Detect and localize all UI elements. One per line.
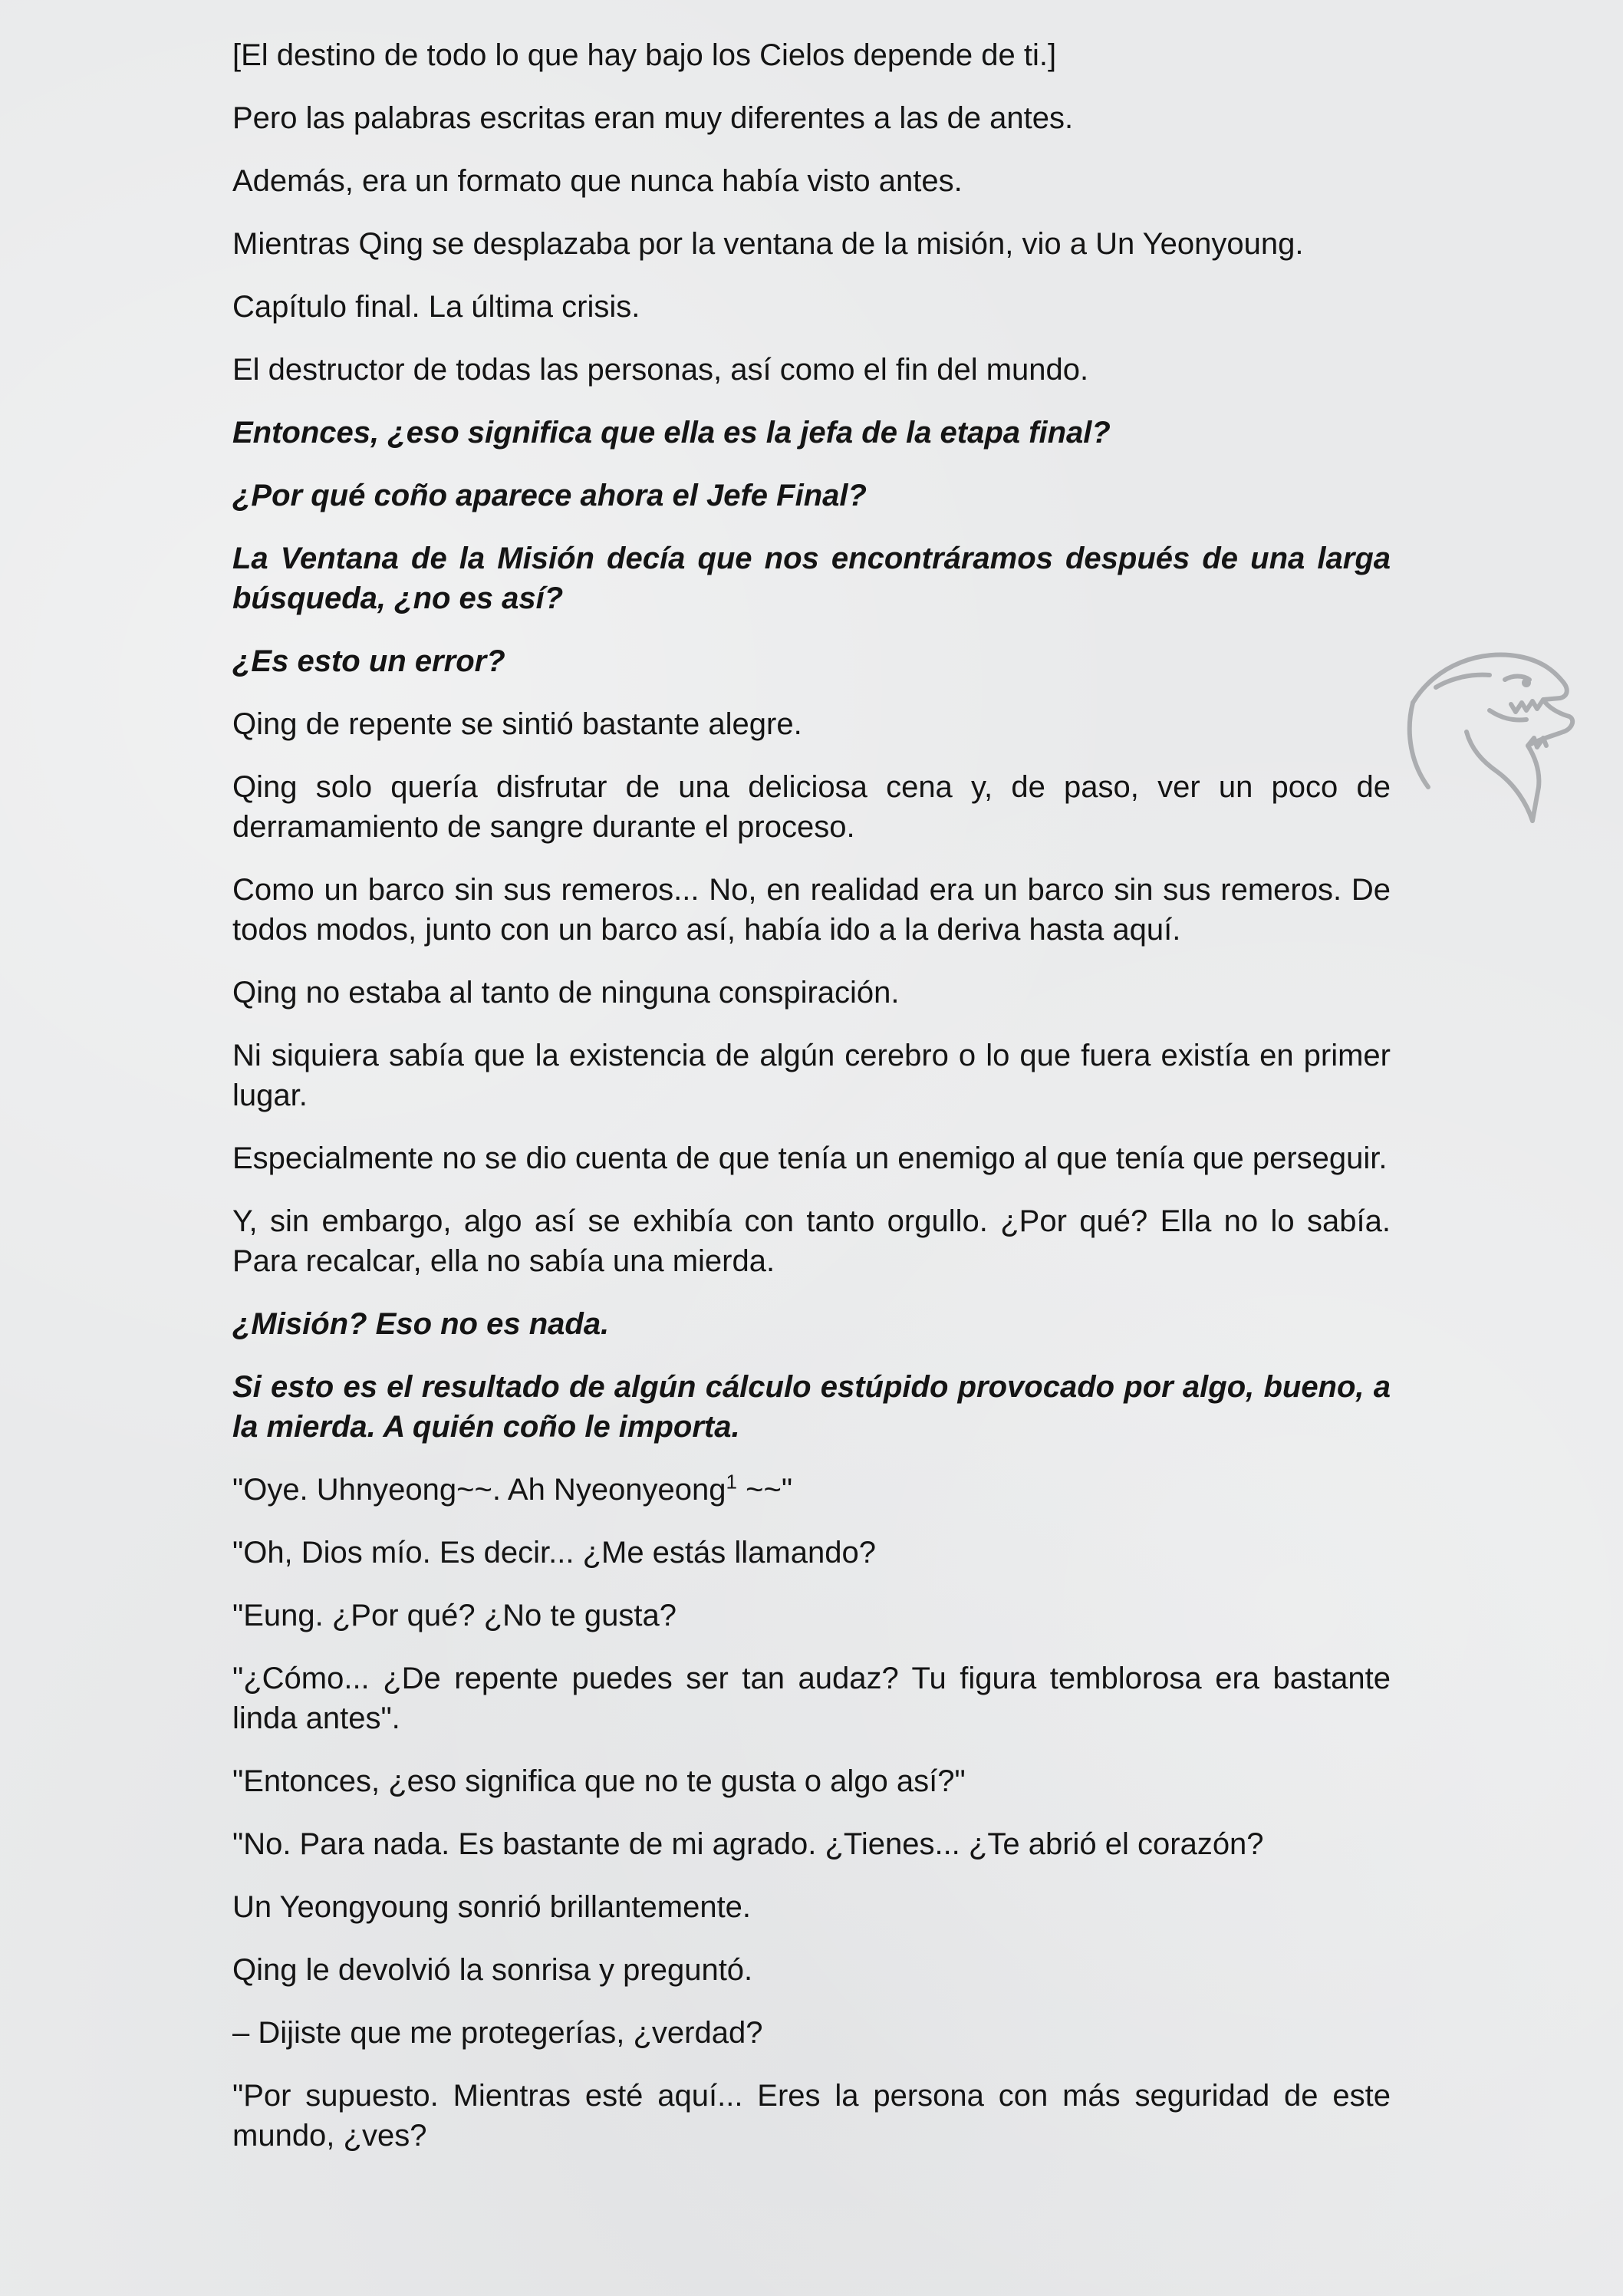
paragraph: – Dijiste que me protegerías, ¿verdad? [232,2016,763,2050]
emphasis-paragraph: La Ventana de la Misión decía que nos encontráramos después de una larga búsqueda, ¿no es así? [232,542,1391,615]
paragraph: Ni siquiera sabía que la existencia de algún cerebro o lo que fuera existía en primer lugar. [232,1039,1391,1112]
document-page [232,35,1391,2179]
paragraph: "No. Para nada. Es bastante de mi agrado. ¿Tienes... ¿Te abrió el corazón? [232,1827,1264,1861]
dialogue-with-footnote [232,1470,1391,1510]
paragraph: Especialmente no se dio cuenta de que tenía un enemigo al que tenía que perseguir. [232,1141,1388,1175]
paragraph: Pero las palabras escritas eran muy diferentes a las de antes. [232,101,1074,135]
paragraph: Mientras Qing se desplazaba por la ventana de la misión, vio a Un Yeonyoung. [232,227,1304,261]
dinosaur-head-icon [1397,634,1582,833]
dialogue-text: "Oye. Uhnyeong~~. Ah Nyeonyeong [232,1473,726,1507]
paragraph: Además, era un formato que nunca había visto antes. [232,164,963,198]
paragraph: Qing no estaba al tanto de ninguna conspiración. [232,976,900,1010]
paragraph: Qing le devolvió la sonrisa y preguntó. [232,1953,753,1987]
paragraph: "Por supuesto. Mientras esté aquí... Eres la persona con más seguridad de este mundo, ¿ves? [232,2079,1391,2153]
footnote-marker[interactable]: 1 [726,1470,738,1494]
emphasis-paragraph: ¿Por qué coño aparece ahora el Jefe Final? [232,479,867,512]
paragraph: Qing de repente se sintió bastante alegre. [232,707,802,741]
dialogue-text-after: ~~" [737,1473,793,1507]
paragraph: Un Yeongyoung sonrió brillantemente. [232,1890,752,1924]
paragraph: El destructor de todas las personas, así como el fin del mundo. [232,353,1089,387]
emphasis-paragraph: Entonces, ¿eso significa que ella es la jefa de la etapa final? [232,416,1111,450]
paragraph: Qing solo quería disfrutar de una deliciosa cena y, de paso, ver un poco de derramamiento de sangre durante el proceso. [232,770,1391,844]
paragraph: "Eung. ¿Por qué? ¿No te gusta? [232,1599,677,1632]
paragraph: "¿Cómo... ¿De repente puedes ser tan audaz? Tu figura temblorosa era bastante linda antes". [232,1662,1391,1735]
paragraph: [El destino de todo lo que hay bajo los Cielos depende de ti.] [232,38,1057,72]
emphasis-paragraph: ¿Es esto un error? [232,644,505,678]
paragraph: Y, sin embargo, algo así se exhibía con tanto orgullo. ¿Por qué? Ella no lo sabía. Para recalcar, ella no sabía una mierda. [232,1204,1391,1278]
paragraph: Como un barco sin sus remeros... No, en realidad era un barco sin sus remeros. De todos modos, junto con un barco así, había ido a la deriva hasta aquí. [232,873,1391,947]
paragraph: "Oh, Dios mío. Es decir... ¿Me estás llamando? [232,1536,876,1570]
emphasis-paragraph: Si esto es el resultado de algún cálculo estúpido provocado por algo, bueno, a la mierda. A quién coño le importa. [232,1370,1391,1444]
emphasis-paragraph: ¿Misión? Eso no es nada. [232,1307,610,1341]
paragraph: "Entonces, ¿eso significa que no te gusta o algo así?" [232,1764,966,1798]
paragraph: Capítulo final. La última crisis. [232,290,640,324]
